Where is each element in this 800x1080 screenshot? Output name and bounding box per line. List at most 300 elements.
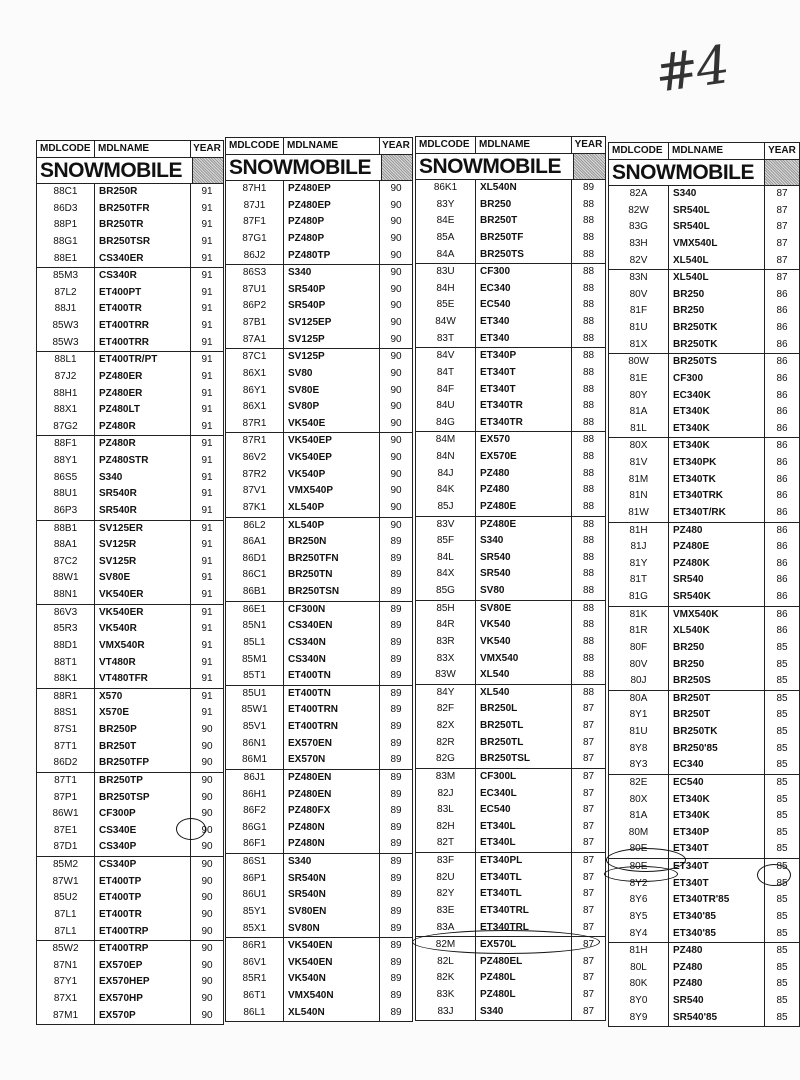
model-name: SV80E: [284, 383, 380, 400]
table-row: [37, 874, 223, 891]
model-code: 86P1: [226, 871, 284, 888]
model-name: BR250TFP: [95, 755, 191, 772]
table-row: [226, 231, 412, 248]
model-year: 90: [390, 452, 402, 463]
model-year: 90: [390, 333, 402, 345]
model-year: 89: [390, 721, 402, 732]
model-year: 90: [201, 976, 213, 988]
model-year: 90: [201, 892, 213, 904]
model-name: SV80E: [95, 570, 191, 587]
model-year: 90: [201, 791, 213, 803]
model-name: SR540R: [95, 486, 191, 503]
model-code: 81U: [609, 320, 669, 337]
model-name: ET340T: [476, 382, 572, 399]
model-table-3: [415, 136, 606, 1021]
model-year: 89: [390, 856, 402, 867]
model-year: 86: [776, 524, 788, 536]
table-row: [416, 651, 605, 668]
model-year: 87: [582, 770, 595, 782]
model-name: BR250T: [669, 691, 765, 708]
table-row: [609, 488, 799, 505]
section-title-row: [226, 155, 412, 181]
model-name: ET400TRN: [284, 702, 380, 719]
model-year: 90: [390, 401, 402, 413]
model-year: 91: [201, 270, 213, 282]
table-row: [37, 301, 223, 318]
model-code: 83G: [609, 219, 669, 236]
model-name: PZ480ER: [95, 386, 191, 403]
model-table-1: [36, 140, 224, 1025]
model-name: CF300: [669, 371, 765, 388]
model-year: 91: [201, 623, 213, 635]
model-code: 82J: [416, 786, 476, 803]
table-row: [37, 486, 223, 503]
model-year: 90: [201, 859, 213, 870]
model-year: 85: [776, 742, 788, 754]
table-row: [416, 516, 605, 534]
model-code: 86X1: [226, 366, 284, 383]
model-year: 85: [776, 843, 788, 855]
table-row: [416, 247, 605, 264]
model-year: 85: [776, 826, 788, 838]
table-row: [37, 453, 223, 470]
model-year: 85: [776, 759, 788, 771]
model-code: 85W1: [226, 702, 284, 719]
table-row: [609, 572, 799, 589]
model-year: 91: [201, 286, 213, 298]
model-year: 90: [201, 757, 213, 769]
model-code: 81X: [609, 337, 669, 354]
table-row: [226, 567, 412, 584]
table-row: [226, 652, 412, 669]
table-row: [416, 449, 605, 466]
model-year: 88: [582, 282, 595, 294]
model-code: 8Y6: [609, 892, 669, 909]
model-name: ET340K: [669, 792, 765, 809]
model-code: 87K1: [226, 500, 284, 517]
model-name: VK540EN: [284, 955, 380, 972]
model-name: ET340'85: [669, 909, 765, 926]
model-year: 87: [582, 855, 595, 866]
model-code: 87T1: [37, 773, 95, 790]
model-year: 87: [582, 871, 595, 883]
model-year: 91: [201, 202, 213, 214]
model-name: VK540EP: [284, 433, 380, 450]
model-name: ET400PT: [95, 285, 191, 302]
table-row: [37, 184, 223, 201]
handwritten-circle-annotation: [604, 866, 678, 882]
model-code: 88F1: [37, 436, 95, 453]
model-year: 88: [582, 652, 595, 664]
model-name: VMX540L: [669, 236, 765, 253]
model-name: BR250: [476, 197, 572, 214]
model-code: 83T: [416, 331, 476, 348]
model-year: 90: [390, 485, 402, 497]
model-code: 82R: [416, 735, 476, 752]
table-row: [609, 673, 799, 690]
table-row: [609, 472, 799, 489]
table-row: [609, 219, 799, 236]
model-name: PZ480P: [284, 231, 380, 248]
model-code: 84J: [416, 466, 476, 483]
model-code: 87L1: [37, 924, 95, 941]
model-code: 86S5: [37, 470, 95, 487]
model-code: 81Y: [609, 556, 669, 573]
model-name: CS340N: [284, 652, 380, 669]
table-row: [416, 382, 605, 399]
model-code: 8Y1: [609, 707, 669, 724]
model-year: 86: [776, 356, 788, 368]
model-year: 86: [776, 625, 788, 637]
model-year: 85: [776, 861, 788, 872]
table-header: [226, 138, 412, 155]
model-code: 83M: [416, 769, 476, 786]
table-row: [226, 432, 412, 450]
table-row: [226, 534, 412, 551]
model-year: 91: [201, 370, 213, 382]
model-name: ET340L: [476, 835, 572, 852]
model-year: 85: [776, 810, 788, 822]
table-row: [416, 735, 605, 752]
model-year: 87: [776, 237, 788, 249]
table-row: [37, 435, 223, 453]
model-code: 83A: [416, 920, 476, 937]
model-year: 86: [776, 506, 788, 518]
model-name: SV80: [476, 583, 572, 600]
handwritten-circle-annotation: [757, 864, 791, 886]
model-code: 87U1: [226, 282, 284, 299]
model-year: 90: [390, 283, 402, 295]
model-name: PZ480: [669, 976, 765, 993]
table-row: [37, 940, 223, 958]
model-name: SR540P: [284, 298, 380, 315]
model-name: ET340TRL: [476, 920, 572, 937]
model-code: 83R: [416, 634, 476, 651]
model-name: BR250TK: [669, 320, 765, 337]
table-row: [609, 320, 799, 337]
table-row: [609, 269, 799, 287]
model-code: 81K: [609, 607, 669, 624]
table-row: [37, 772, 223, 790]
model-code: 84V: [416, 348, 476, 365]
model-year: 91: [201, 639, 213, 651]
model-year: 86: [776, 457, 788, 468]
model-name: CS340P: [95, 857, 191, 874]
model-year: 87: [582, 904, 595, 916]
model-code: 87W1: [37, 874, 95, 891]
model-name: SV80P: [284, 399, 380, 416]
model-code: 82V: [609, 253, 669, 270]
model-code: 82H: [416, 819, 476, 836]
model-code: 87T1: [37, 739, 95, 756]
model-name: SV125ER: [95, 521, 191, 538]
table-row: [609, 774, 799, 792]
model-year: 87: [582, 736, 595, 748]
model-code: 84R: [416, 617, 476, 634]
model-name: PZ480ER: [95, 369, 191, 386]
model-code: 86R1: [226, 938, 284, 955]
model-name: BR250TSN: [284, 584, 380, 601]
model-name: PZ480E: [476, 499, 572, 516]
model-code: 81W: [609, 505, 669, 522]
model-name: BR250: [669, 287, 765, 304]
model-year: 85: [776, 995, 788, 1006]
model-name: PZ480EP: [284, 181, 380, 198]
model-name: VK540: [476, 617, 572, 634]
header-year: YEAR: [768, 145, 796, 156]
model-year: 90: [201, 1009, 213, 1021]
model-year: 90: [390, 417, 402, 429]
model-year: 85: [776, 945, 788, 957]
table-row: [226, 282, 412, 299]
model-year: 86: [776, 608, 788, 620]
model-code: 87G2: [37, 419, 95, 436]
model-name: ET340K: [669, 438, 765, 455]
table-row: [609, 960, 799, 977]
model-name: PZ480: [669, 943, 765, 960]
model-year: 90: [390, 367, 402, 379]
model-name: CF300P: [95, 806, 191, 823]
table-row: [37, 1008, 223, 1025]
hatched-cell: [574, 154, 605, 179]
model-code: 88S1: [37, 705, 95, 722]
table-row: [226, 618, 412, 635]
table-row: [226, 921, 412, 938]
model-name: SV125R: [95, 537, 191, 554]
model-code: 86V1: [226, 955, 284, 972]
table-row: [609, 236, 799, 253]
table-row: [226, 752, 412, 769]
table-row: [37, 739, 223, 756]
model-year: 89: [390, 788, 402, 800]
table-row: [416, 886, 605, 903]
table-row: [37, 924, 223, 941]
model-code: 84X: [416, 566, 476, 583]
model-name: VK540ER: [95, 605, 191, 622]
model-name: BR250TK: [669, 724, 765, 741]
model-name: BR250P: [95, 722, 191, 739]
model-code: 87L2: [37, 285, 95, 302]
model-code: 81J: [609, 539, 669, 556]
model-code: 8Y4: [609, 926, 669, 943]
table-row: [226, 198, 412, 215]
model-year: 89: [390, 754, 402, 766]
model-year: 91: [201, 673, 213, 685]
model-code: 80A: [609, 691, 669, 708]
model-name: ET340TK: [669, 472, 765, 489]
model-code: 80W: [609, 354, 669, 371]
model-year: 90: [390, 384, 402, 396]
model-code: 88E1: [37, 251, 95, 268]
model-code: 86J1: [226, 770, 284, 787]
model-name: XL540P: [284, 500, 380, 517]
model-name: SR540: [476, 550, 572, 567]
handwritten-circle-annotation: [176, 818, 206, 840]
model-code: 85W2: [37, 941, 95, 958]
model-year: 87: [582, 921, 595, 933]
table-row: [226, 836, 412, 853]
table-row: [416, 466, 605, 483]
model-code: 86W1: [37, 806, 95, 823]
model-year: 85: [776, 978, 788, 990]
model-year: 89: [390, 940, 402, 952]
model-year: 86: [776, 440, 788, 452]
model-year: 87: [582, 1005, 595, 1017]
table-row: [37, 402, 223, 419]
model-name: S340: [95, 470, 191, 487]
model-name: ET400TP: [95, 874, 191, 891]
model-year: 87: [582, 703, 595, 715]
model-code: 87M1: [37, 1008, 95, 1025]
table-row: [37, 285, 223, 302]
model-name: CS340ER: [95, 251, 191, 268]
model-name: ET400TR: [95, 907, 191, 924]
table-row: [609, 657, 799, 674]
model-code: 86S3: [226, 265, 284, 282]
table-row: [226, 366, 412, 383]
model-name: XL540L: [669, 270, 765, 287]
model-year: 88: [582, 551, 595, 563]
model-name: PZ480E: [669, 539, 765, 556]
table-row: [609, 455, 799, 472]
model-code: 80M: [609, 825, 669, 842]
model-year: 86: [776, 557, 788, 569]
table-row: [416, 230, 605, 247]
model-name: VMX540P: [284, 483, 380, 500]
model-name: BR250: [669, 640, 765, 657]
model-year: 90: [390, 519, 402, 531]
model-year: 86: [776, 372, 788, 384]
table-row: [416, 281, 605, 298]
model-name: VK540: [476, 634, 572, 651]
table-row: [416, 415, 605, 432]
model-name: ET340PL: [476, 853, 572, 870]
model-code: 86T1: [226, 988, 284, 1005]
model-name: CF300N: [284, 602, 380, 619]
table-row: [609, 640, 799, 657]
model-year: 86: [776, 305, 788, 317]
model-name: VK540P: [284, 467, 380, 484]
model-year: 90: [201, 993, 213, 1004]
table-row: [609, 203, 799, 220]
model-year: 88: [582, 451, 595, 462]
model-year: 85: [776, 894, 788, 906]
model-year: 91: [201, 235, 213, 247]
model-year: 90: [390, 216, 402, 228]
model-name: BR250: [669, 303, 765, 320]
model-code: 81E: [609, 371, 669, 388]
table-row: [37, 318, 223, 335]
model-name: ET400TN: [284, 668, 380, 685]
model-name: PZ480EN: [284, 770, 380, 787]
model-code: 81H: [609, 523, 669, 540]
model-name: VK540E: [284, 416, 380, 433]
model-name: EX570HP: [95, 991, 191, 1008]
table-row: [37, 520, 223, 538]
header-year: YEAR: [574, 139, 603, 150]
model-year: 86: [776, 338, 788, 350]
model-name: ET340K: [669, 421, 765, 438]
table-row: [609, 792, 799, 809]
model-name: ET340: [476, 314, 572, 331]
header-year: YEAR: [193, 143, 221, 154]
model-code: 87R1: [226, 433, 284, 450]
model-year: 88: [582, 518, 595, 530]
model-year: 88: [582, 434, 595, 446]
model-name: SV125P: [284, 349, 380, 366]
model-code: 88L1: [37, 352, 95, 369]
model-code: 88K1: [37, 671, 95, 688]
model-name: ET340'85: [669, 926, 765, 943]
model-name: S340: [284, 854, 380, 871]
hatched-cell: [765, 160, 799, 185]
model-name: EX570: [476, 432, 572, 449]
model-name: BR250TK: [669, 337, 765, 354]
model-year: 89: [390, 905, 402, 917]
model-year: 88: [582, 585, 595, 596]
model-code: 86U1: [226, 887, 284, 904]
model-name: SV80EN: [284, 904, 380, 921]
model-year: 91: [201, 438, 213, 450]
table-row: [609, 353, 799, 371]
model-year: 87: [582, 939, 595, 951]
table-row: [609, 556, 799, 573]
model-year: 87: [776, 272, 788, 284]
table-row: [416, 197, 605, 214]
model-year: 89: [390, 771, 402, 783]
model-year: 90: [390, 300, 402, 312]
model-name: ET340TR'85: [669, 892, 765, 909]
model-code: 87H1: [226, 181, 284, 198]
table-row: [416, 617, 605, 634]
model-name: BR250R: [95, 184, 191, 201]
table-row: [416, 768, 605, 786]
model-name: PZ480N: [284, 836, 380, 853]
model-year: 88: [582, 500, 595, 512]
model-code: 84L: [416, 550, 476, 567]
table-row: [609, 522, 799, 540]
table-row: [226, 871, 412, 888]
model-code: 85H: [416, 601, 476, 618]
model-code: 82K: [416, 970, 476, 987]
table-row: [416, 852, 605, 870]
model-code: 85F: [416, 533, 476, 550]
model-code: 86L1: [226, 1005, 284, 1022]
model-year: 90: [201, 959, 213, 971]
model-code: 86L2: [226, 518, 284, 535]
model-year: 88: [582, 484, 595, 496]
model-year: 91: [201, 555, 213, 567]
model-year: 90: [201, 824, 213, 836]
model-name: VK540EP: [284, 450, 380, 467]
model-code: 81A: [609, 808, 669, 825]
model-code: 87B1: [226, 315, 284, 332]
model-code: 84E: [416, 213, 476, 230]
model-name: SR540: [669, 993, 765, 1010]
model-year: 89: [390, 1006, 402, 1018]
model-name: ET340TR: [476, 415, 572, 432]
model-year: 91: [201, 606, 213, 618]
table-row: [226, 971, 412, 988]
model-name: EX570EN: [284, 736, 380, 753]
model-code: 82M: [416, 937, 476, 954]
table-row: [226, 399, 412, 416]
model-year: 88: [582, 266, 595, 278]
table-row: [416, 786, 605, 803]
model-code: 83F: [416, 853, 476, 870]
model-name: ET400TP: [95, 890, 191, 907]
table-row: [226, 787, 412, 804]
